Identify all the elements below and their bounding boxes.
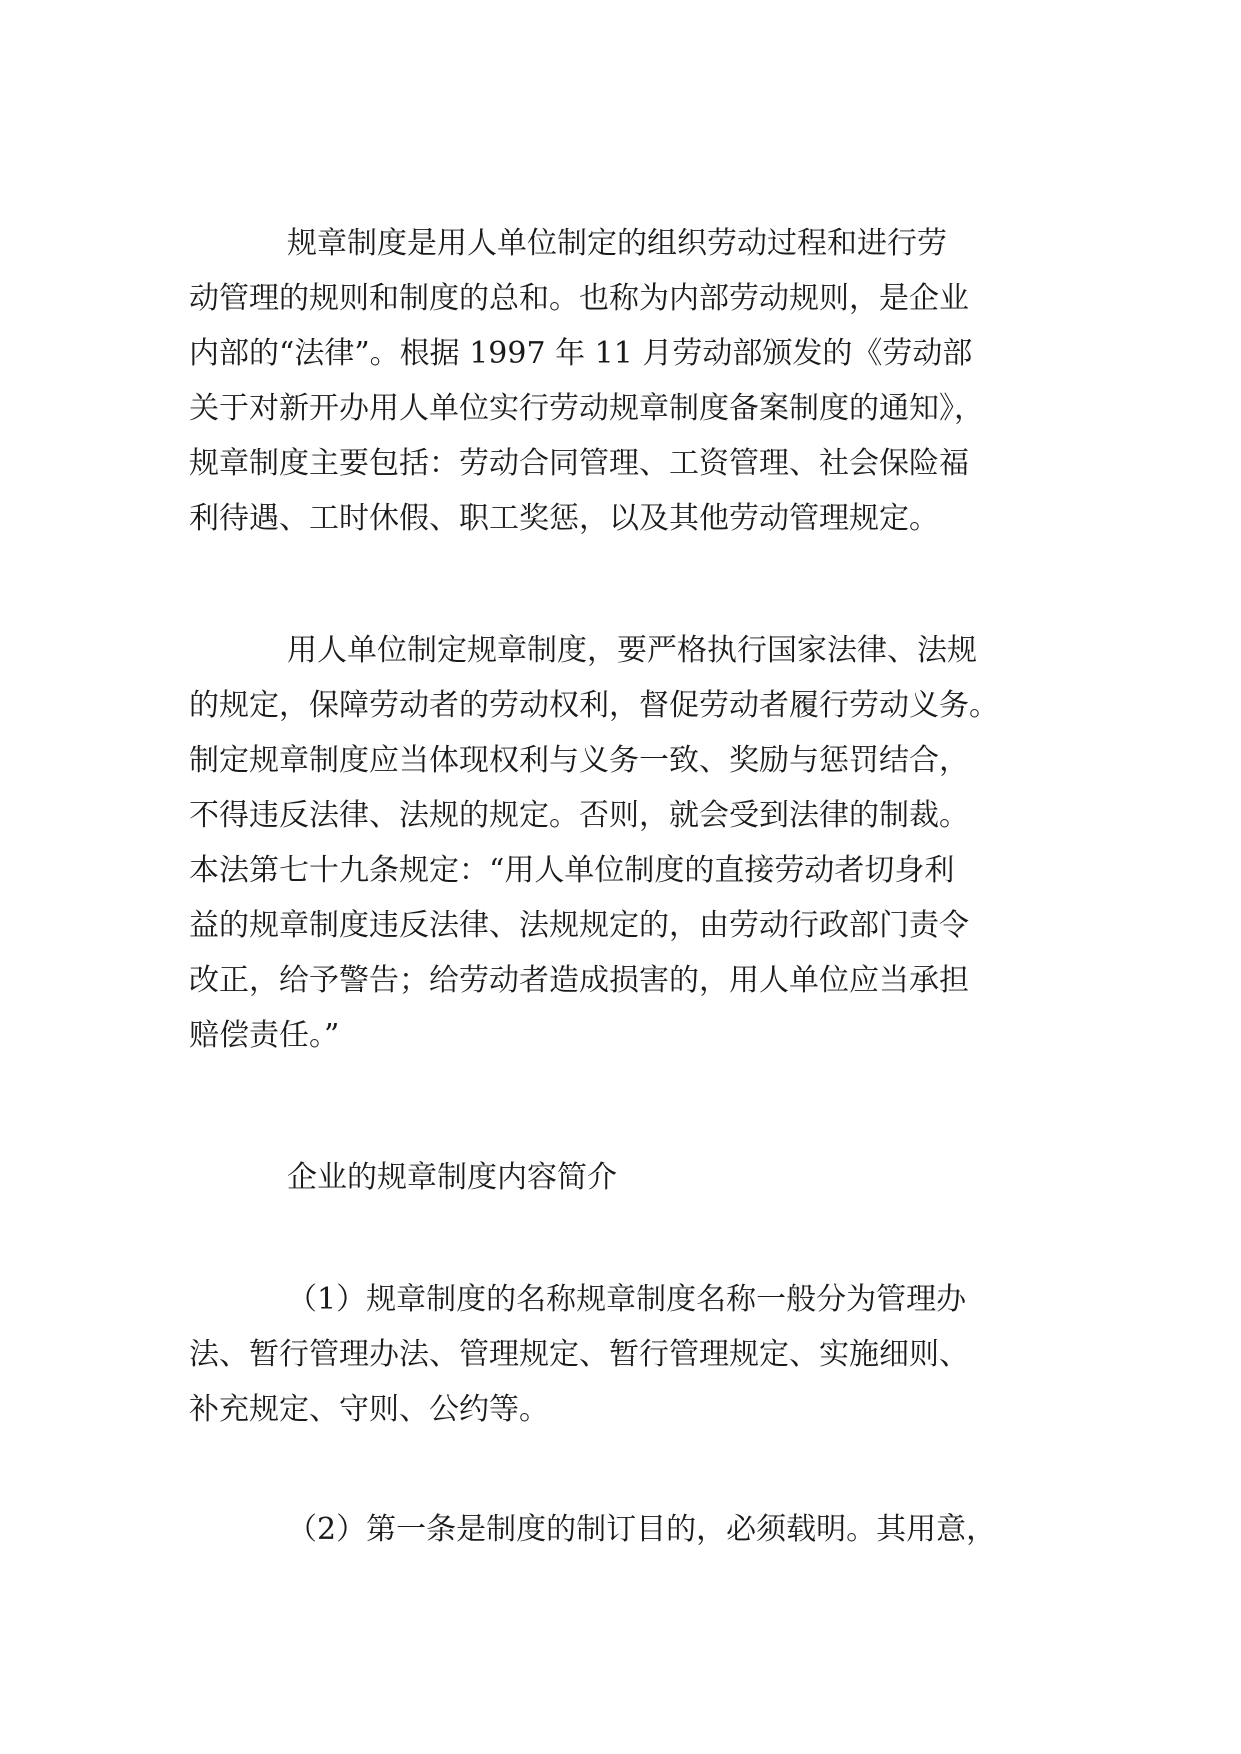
paragraph-item-2-purpose: [189, 1502, 1051, 1557]
text-line: （2）第一条是制度的制订目的，必须载明。其用意，: [287, 1512, 997, 1547]
text-line: 关于对新开办用人单位实行劳动规章制度备案制度的通知》，: [189, 391, 984, 426]
text-line: 的规定，保障劳动者的劳动权利，督促劳动者履行劳动义务。: [189, 688, 999, 723]
text-line: 动管理的规则和制度的总和。也称为内部劳动规则，是企业: [189, 281, 969, 316]
text-line: 不得违反法律、法规的规定。否则，就会受到法律的制裁。: [189, 798, 969, 833]
text-line: 赔偿责任。”: [189, 1018, 340, 1053]
text-line: 益的规章制度违反法律、法规规定的，由劳动行政部门责令: [189, 908, 969, 943]
text-line: 法、暂行管理办法、管理规定、暂行管理规定、实施细则、: [189, 1337, 969, 1372]
text-line: （1）规章制度的名称规章制度名称一般分为管理办: [287, 1282, 967, 1317]
text-line: 企业的规章制度内容简介: [287, 1160, 617, 1195]
paragraph-rules-legal-requirements: [189, 623, 1051, 1063]
text-line: 用人单位制定规章制度，要严格执行国家法律、法规: [287, 633, 977, 668]
text-line: 补充规定、守则、公约等。: [189, 1392, 549, 1427]
text-line: 改正，给予警告；给劳动者造成损害的，用人单位应当承担: [189, 963, 969, 998]
paragraph-rules-definition: [189, 216, 1051, 546]
text-line: 利待遇、工时休假、职工奖惩，以及其他劳动管理规定。: [189, 501, 939, 536]
text-line: 规章制度主要包括：劳动合同管理、工资管理、社会保险福: [189, 446, 969, 481]
text-line: 制定规章制度应当体现权利与义务一致、奖励与惩罚结合，: [189, 743, 969, 778]
text-line: 规章制度是用人单位制定的组织劳动过程和进行劳: [287, 226, 947, 261]
paragraph-item-1-rule-names: [189, 1272, 1051, 1437]
text-line: 本法第七十九条规定：“用人单位制度的直接劳动者切身利: [189, 853, 955, 888]
section-heading-content-intro: [189, 1150, 1051, 1205]
text-line: 内部的“法律”。根据 1997 年 11 月劳动部颁发的《劳动部: [189, 336, 973, 371]
